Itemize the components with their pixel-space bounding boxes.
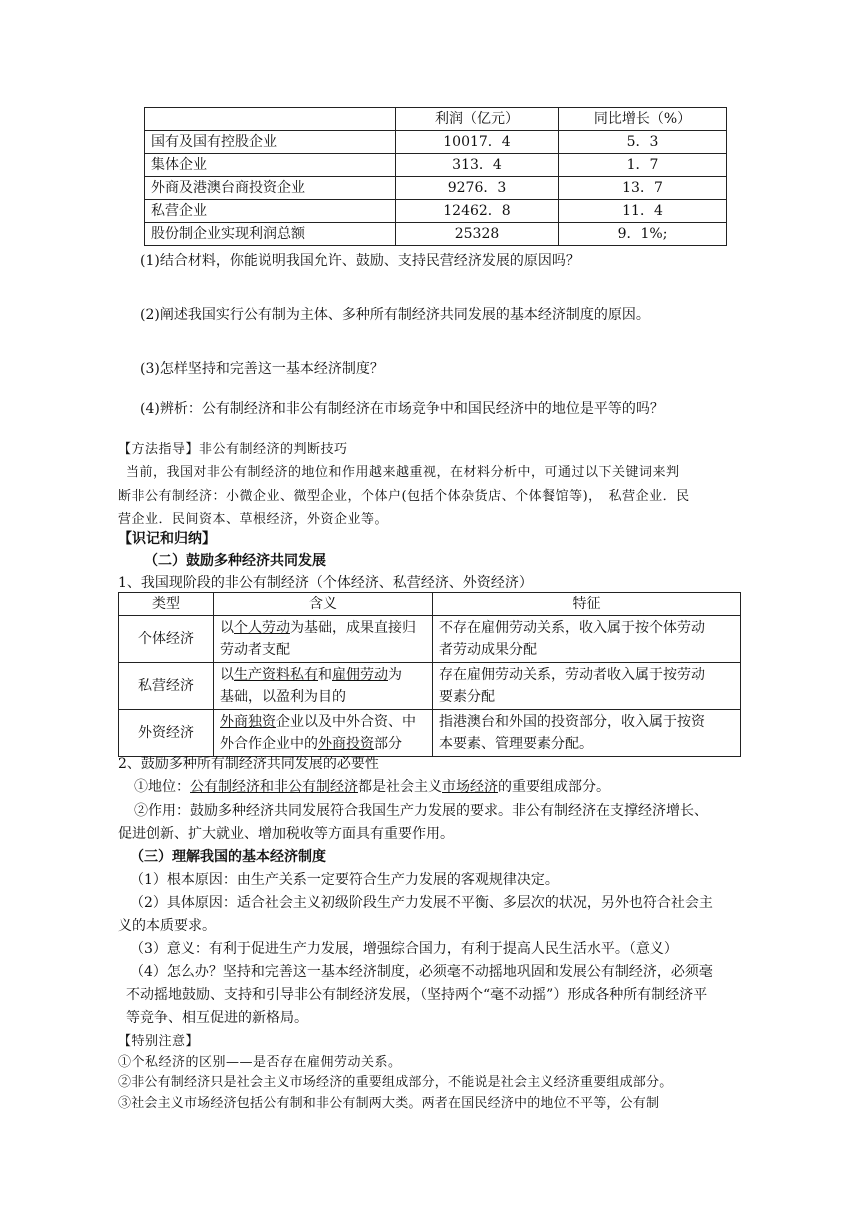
basic-line: 不动摇地鼓励、支持和引导非公有制经济发展，（坚持两个“毫不动摇”）形成各种所有制经济平 [126, 987, 708, 1003]
status-line [134, 776, 610, 796]
question-1: (1)结合材料，你能说明我国允许、鼓励、支持民营经济发展的原因吗？ [140, 253, 580, 269]
text-run: 为基础，成果直接归 [290, 620, 416, 636]
attention-title: 【特别注意】 [118, 1034, 200, 1049]
text-run: 以 [220, 667, 234, 683]
text-run: 部分 [374, 736, 402, 752]
table-header-cell: 利润（亿元） [396, 108, 559, 131]
text-run: 以 [220, 620, 234, 636]
text-run: 者劳动成果分配 [439, 642, 537, 658]
table-header-row [119, 593, 741, 616]
role-line: 促进创新、扩大就业、增加税收等方面具有重要作用。 [118, 826, 454, 842]
item-2-title: 2、鼓励多种所有制经济共同发展的必要性 [118, 756, 379, 772]
section-2-title: （二）鼓励多种经济共同发展 [144, 553, 326, 569]
table-cell: 13．7 [559, 177, 727, 200]
table-cell-type: 个体经济 [119, 616, 214, 663]
role-line: ②作用：鼓励多种经济共同发展符合我国生产力发展的要求。非公有制经济在支撑经济增长、 [134, 803, 708, 819]
table-cell: 股份制企业实现利润总额 [145, 223, 396, 246]
question-4: (4)辨析：公有制经济和非公有制经济在市场竞争中和国民经济中的地位是平等的吗？ [140, 401, 664, 417]
table-cell-type: 外资经济 [119, 710, 214, 757]
table-header-cell [145, 108, 396, 131]
text-run: 本要素、管理要素分配。 [439, 736, 593, 752]
table-header-cell: 含义 [214, 593, 433, 616]
table-header-cell: 同比增长（%） [559, 108, 727, 131]
underlined-term: 外商独资 [220, 714, 276, 730]
section-3-title: （三）理解我国的基本经济制度 [130, 849, 326, 865]
method-title: 【方法指导】非公有制经济的判断技巧 [118, 442, 348, 457]
question-3: (3)怎样坚持和完善这一基本经济制度？ [140, 361, 384, 377]
table-row [145, 154, 727, 177]
text-run: 要素分配 [439, 689, 495, 705]
summary-title: 【识记和归纳】 [118, 531, 216, 547]
table-row [119, 663, 741, 710]
table-row [145, 131, 727, 154]
table-cell: 25328 [396, 223, 559, 246]
table-cell: 5．3 [559, 131, 727, 154]
underlined-term: 雇佣劳动 [332, 667, 388, 683]
table-cell: 外商及港澳台商投资企业 [145, 177, 396, 200]
table-cell: 12462．8 [396, 200, 559, 223]
text-run: ①地位： [134, 779, 190, 795]
table-cell: 9276．3 [396, 177, 559, 200]
method-line: 断非公有制经济：小微企业、微型企业，个体户(包括个体杂货店、个体餐馆等)， 私营企业．民 [118, 489, 690, 504]
table-cell: 1．7 [559, 154, 727, 177]
table-header-cell: 特征 [433, 593, 741, 616]
text-run: 和 [318, 667, 332, 683]
text-run: 为 [388, 667, 402, 683]
table-cell-meaning [214, 710, 433, 757]
table-cell-feature [433, 663, 741, 710]
table-cell-type: 私营经济 [119, 663, 214, 710]
table-row [145, 223, 727, 246]
table-row [145, 200, 727, 223]
table-row [145, 177, 727, 200]
text-run: 指港澳台和外国的投资部分，收入属于按资 [439, 714, 705, 730]
underlined-term: 市场经济 [442, 779, 498, 795]
table-cell: 集体企业 [145, 154, 396, 177]
basic-line: 义的本质要求。 [118, 918, 216, 934]
table-cell: 9．1%; [559, 223, 727, 246]
attention-line: ②非公有制经济只是社会主义市场经济的重要组成部分，不能说是社会主义经济重要组成部分。 [118, 1075, 673, 1090]
table-row [119, 710, 741, 757]
attention-line: ③社会主义市场经济包括公有制和非公有制两大类。两者在国民经济中的地位不平等，公有制 [118, 1096, 660, 1111]
basic-line: （1）根本原因：由生产关系一定要符合生产力发展的客观规律决定。 [130, 872, 559, 888]
table-cell: 国有及国有控股企业 [145, 131, 396, 154]
table-cell: 私营企业 [145, 200, 396, 223]
basic-line: （4）怎么办？坚持和完善这一基本经济制度，必须毫不动摇地巩固和发展公有制经济，必须毫 [130, 964, 713, 980]
underlined-term: 生产资料私有 [234, 667, 318, 683]
text-run: 外合作企业中的 [220, 736, 318, 752]
table-cell-meaning [214, 616, 433, 663]
table-cell-feature [433, 710, 741, 757]
underlined-term: 外商投资 [318, 736, 374, 752]
basic-line: （2）具体原因：适合社会主义初级阶段生产力发展不平衡、多层次的状况，另外也符合社会主 [130, 895, 713, 911]
text-run: 的重要组成部分。 [498, 779, 610, 795]
profit-table [144, 107, 727, 246]
table-cell: 313．4 [396, 154, 559, 177]
text-run: 劳动者支配 [220, 642, 290, 658]
method-line: 营企业．民间资本、草根经济，外资企业等。 [118, 512, 389, 527]
table-cell-feature [433, 616, 741, 663]
text-run: 都是社会主义 [358, 779, 442, 795]
table-header-row [145, 108, 727, 131]
table-cell: 10017．4 [396, 131, 559, 154]
attention-line: ①个私经济的区别——是否存在雇佣劳动关系。 [118, 1055, 402, 1070]
question-2: (2)阐述我国实行公有制为主体、多种所有制经济共同发展的基本经济制度的原因。 [140, 307, 650, 323]
text-run: 存在雇佣劳动关系，劳动者收入属于按劳动 [439, 667, 705, 683]
item-1-title: 1、我国现阶段的非公有制经济（个体经济、私营经济、外资经济） [118, 575, 533, 591]
economy-types-table [118, 592, 741, 757]
table-header-cell: 类型 [119, 593, 214, 616]
text-run: 基础，以盈利为目的 [220, 689, 346, 705]
table-row [119, 616, 741, 663]
table-cell: 11．4 [559, 200, 727, 223]
underlined-term: 个人劳动 [234, 620, 290, 636]
method-line: 当前，我国对非公有制经济的地位和作用越来越重视，在材料分析中，可通过以下关键词来判 [126, 465, 680, 480]
table-cell-meaning [214, 663, 433, 710]
underlined-term: 公有制经济和非公有制经济 [190, 779, 358, 795]
basic-line: 等竞争、相互促进的新格局。 [126, 1010, 308, 1026]
text-run: 不存在雇佣劳动关系，收入属于按个体劳动 [439, 620, 705, 636]
basic-line: （3）意义：有利于促进生产力发展，增强综合国力，有利于提高人民生活水平。（意义） [130, 941, 678, 957]
text-run: 企业以及中外合资、中 [276, 714, 416, 730]
